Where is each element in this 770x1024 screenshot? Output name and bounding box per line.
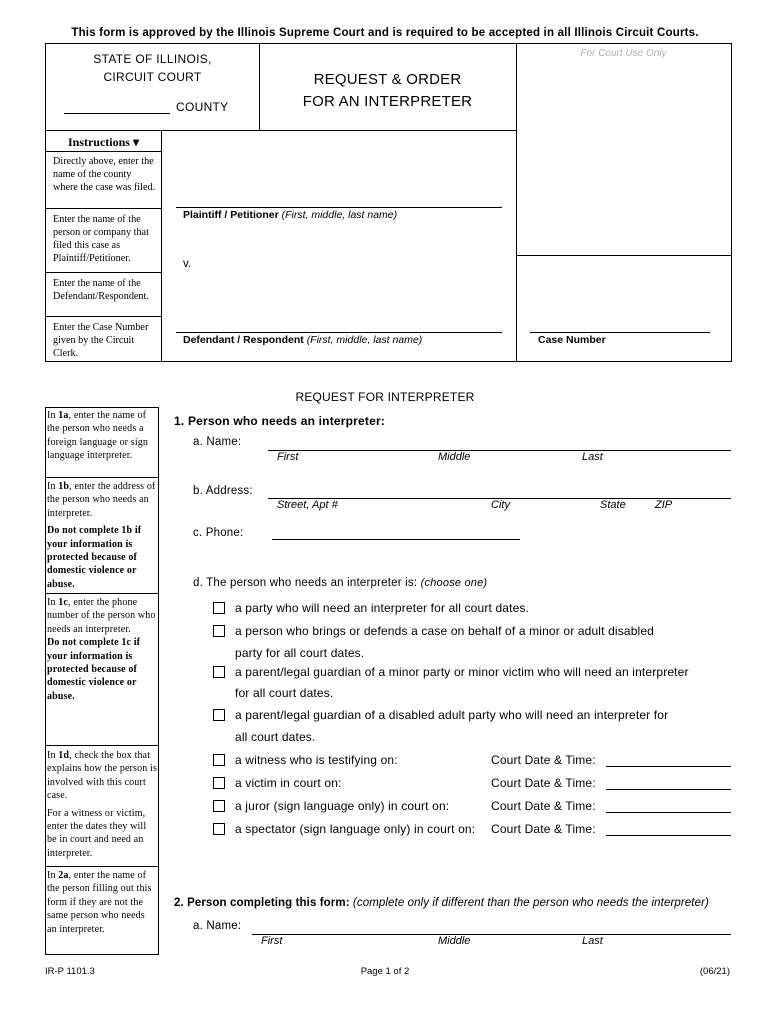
interpreter-role-label: d. The person who needs an interpreter is: (choose one) [193,577,488,589]
checkbox-juror[interactable] [213,800,225,812]
defendant-label: Defendant / Respondent (First, middle, last name) [183,334,423,346]
option-representative-cont: party for all court dates. [235,646,365,660]
checkbox-party[interactable] [213,602,225,614]
last-name-hint: Last [582,451,603,463]
header-box [45,43,517,362]
name-label: a. Name: [193,436,242,448]
juror-court-date-label: Court Date & Time: [491,799,596,813]
sidebar-1b: In 1b, enter the address of the person who needs an interpreter. Do not complete 1b if your information is protected because of domestic violence or abuse. [47,481,156,590]
instruction-case-number: Enter the Case Number given by the Circuit Clerk. [53,322,149,359]
county-label: COUNTY [176,100,229,114]
sidebar-1c: In 1c, enter the phone number of the person who needs an interpreter. Do not complete 1c if your information is protected because of domestic violence or abuse. [47,597,156,702]
sidebar-1d: In 1d, check the box that explains how the person is involved with this court case. For a witness or victim, enter the dates they will be in court and need an interpreter. [47,750,157,859]
case-number-input-line[interactable] [530,332,710,333]
state-hint: State [600,499,626,511]
approval-notice: This form is approved by the Illinois Supreme Court and is required to be accepted in all Illinois Circuit Courts. [71,27,699,39]
defendant-input-line[interactable] [176,332,502,333]
juror-court-date-input[interactable] [606,812,731,813]
form-id: IR-P 1101.3 [45,966,95,977]
instruction-plaintiff: Enter the name of the person or company that filed this case as Plaintiff/Petitioner. [53,214,149,264]
spectator-court-date-input[interactable] [606,835,731,836]
checkbox-guardian-adult[interactable] [213,709,225,721]
phone-label: c. Phone: [193,527,244,539]
option-guardian-minor: a parent/legal guardian of a minor party or minor victim who will need an interpreter [235,665,689,679]
arrow-down-icon: ▾ [132,135,140,149]
court-use-box [516,43,732,362]
phone-input-line[interactable] [272,539,520,540]
option-party: a party who will need an interpreter for all court dates. [235,601,530,615]
victim-court-date-label: Court Date & Time: [491,776,596,790]
option-representative: a person who brings or defends a case on behalf of a minor or adult disabled [235,624,654,638]
instruction-county: Directly above, enter the name of the county where the case was filed. [53,156,156,193]
county-input-line[interactable] [64,113,170,114]
state-label: STATE OF ILLINOIS, [93,52,212,66]
option-victim: a victim in court on: [235,776,342,790]
revision-date: (06/21) [699,966,730,977]
circuit-court-label: CIRCUIT COURT [103,70,202,84]
witness-court-date-input[interactable] [606,766,731,767]
sidebar-2a: In 2a, enter the name of the person filling out this form if they are not the same person who needs an interpreter. [47,870,152,935]
name-input-line[interactable] [268,450,731,451]
form-title-line2: FOR AN INTERPRETER [302,93,473,110]
checkbox-guardian-minor[interactable] [213,666,225,678]
plaintiff-label: Plaintiff / Petitioner (First, middle, last name) [183,209,398,221]
checkbox-victim[interactable] [213,777,225,789]
instructions-heading: Instructions ▾ [67,135,140,149]
middle-name-hint: Middle [438,451,471,463]
section2-heading: 2. Person completing this form: (complete only if different than the person who needs the interpreter) [174,897,709,909]
case-number-label: Case Number [538,334,606,346]
witness-court-date-label: Court Date & Time: [491,753,596,767]
checkbox-representative[interactable] [213,625,225,637]
option-juror: a juror (sign language only) in court on: [235,799,450,813]
plaintiff-input-line[interactable] [176,207,502,208]
court-use-only-label: For Court Use Only [580,48,667,59]
completer-first-hint: First [261,935,283,947]
city-hint: City [491,499,510,511]
option-guardian-adult-cont: all court dates. [235,730,316,744]
completer-last-hint: Last [582,935,603,947]
zip-hint: ZIP [655,499,673,511]
option-guardian-minor-cont: for all court dates. [235,686,334,700]
section1-heading: 1. Person who needs an interpreter: [174,414,386,428]
address-label: b. Address: [193,485,253,497]
instruction-defendant: Enter the name of the Defendant/Respondent. [53,278,149,302]
victim-court-date-input[interactable] [606,789,731,790]
option-spectator: a spectator (sign language only) in court on: [235,822,476,836]
first-name-hint: First [277,451,299,463]
completer-name-input-line[interactable] [252,934,731,935]
checkbox-witness[interactable] [213,754,225,766]
checkbox-spectator[interactable] [213,823,225,835]
spectator-court-date-label: Court Date & Time: [491,822,596,836]
completer-middle-hint: Middle [438,935,471,947]
completer-name-label: a. Name: [193,920,242,932]
page-number: Page 1 of 2 [360,966,410,977]
form-title-line1: REQUEST & ORDER [313,71,462,88]
sidebar-1a: In 1a, enter the name of the person who needs a foreign language or sign language interpreter. [47,410,149,462]
versus-label: v. [183,258,192,270]
street-hint: Street, Apt # [277,499,338,511]
option-guardian-adult: a parent/legal guardian of a disabled adult party who will need an interpreter for [235,708,669,722]
option-witness: a witness who is testifying on: [235,753,398,767]
section-title: REQUEST FOR INTERPRETER [295,390,475,404]
